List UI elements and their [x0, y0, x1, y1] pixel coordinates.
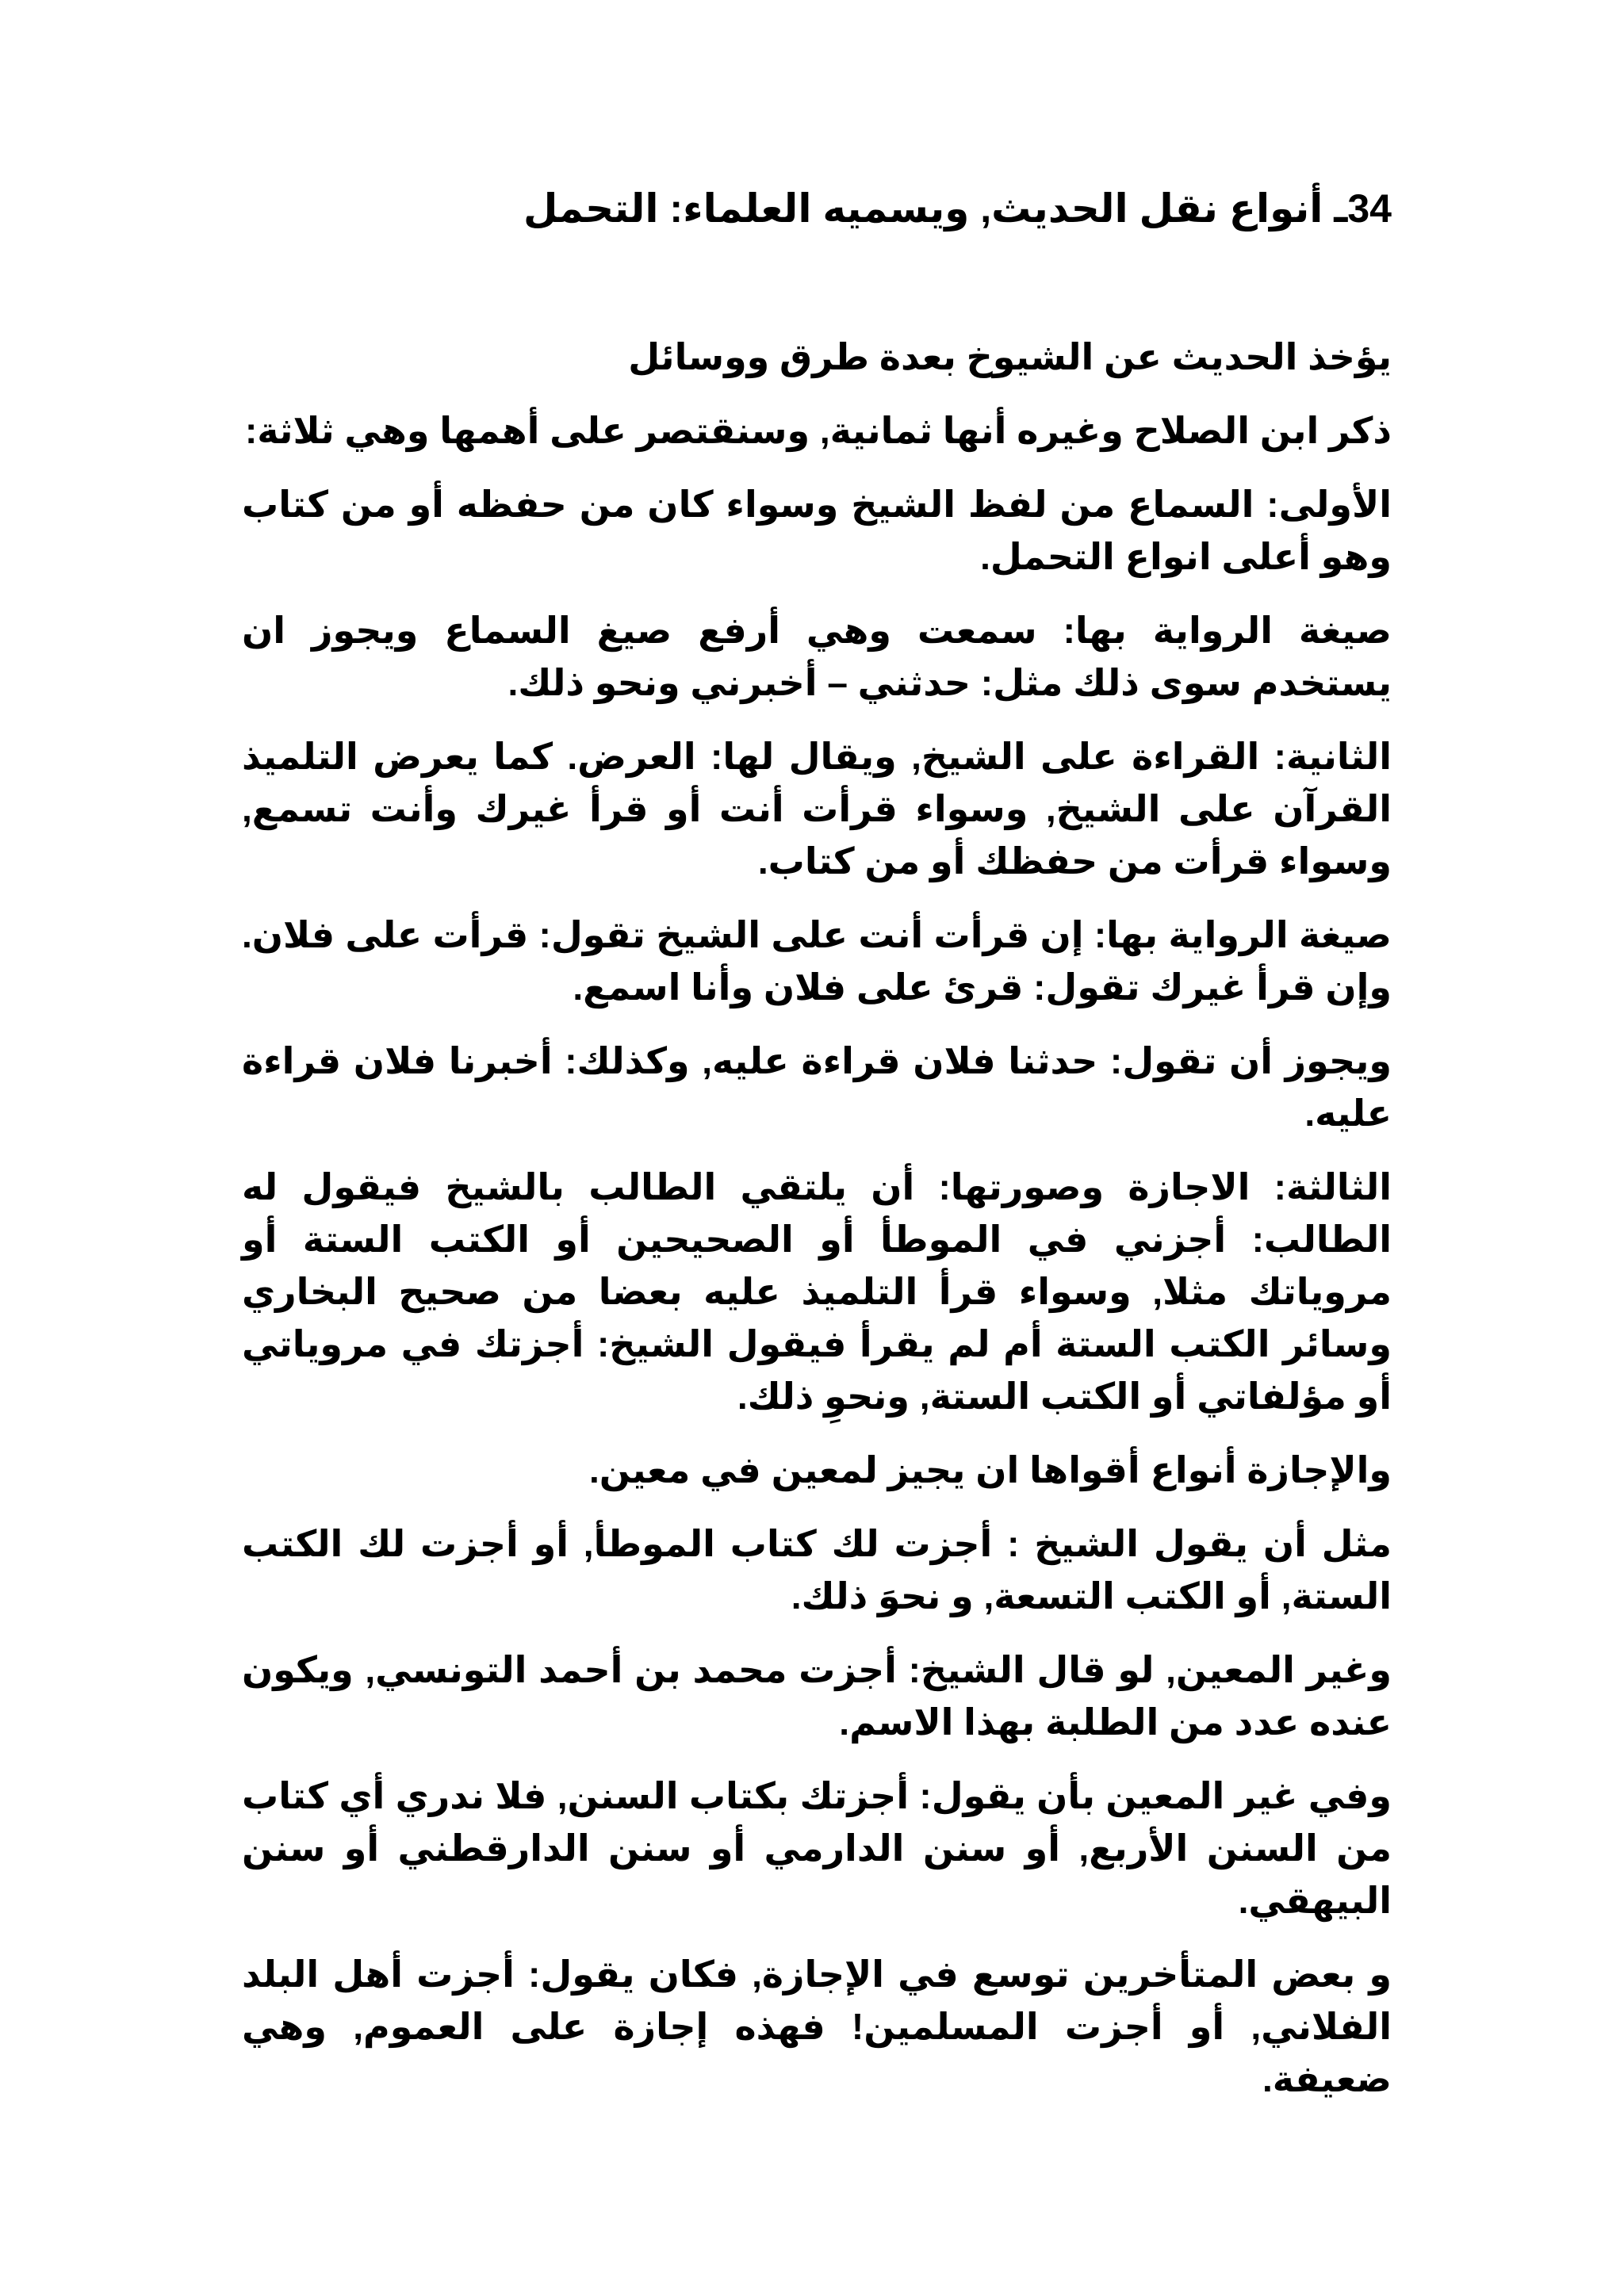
paragraph-first-method: الأولى: السماع من لفظ الشيخ وسواء كان من حفظه أو من كتاب وهو أعلى انواع التحمل.: [242, 483, 1392, 577]
paragraph-second-formula: صيغة الرواية بها: إن قرأت أنت على الشيخ تقول: قرأت على فلان. وإن قرأ غيرك تقول: قرئ على فلان وأنا اسمع.: [242, 913, 1392, 1008]
paragraph-second-allowed: ويجوز أن تقول: حدثنا فلان قراءة عليه, وكذلك: أخبرنا فلان قراءة عليه.: [242, 1039, 1392, 1134]
paragraph-second-method: الثانية: القراءة على الشيخ, ويقال لها: العرض. كما يعرض التلميذ القرآن على الشيخ, وسواء قرأت أنت أو قرأ غيرك وأنت تسمع, وسواء قرأت من حفظك أو من كتاب.: [242, 735, 1392, 882]
paragraph-ibn-salah: ذكر ابن الصلاح وغيره أنها ثمانية, وسنقتصر على أهمها وهي ثلاثة:: [244, 409, 1392, 451]
paragraph-first-formula: صيغة الرواية بها: سمعت وهي أرفع صيغ السماع ويجوز ان يستخدم سوى ذلك مثل: حدثني – أخبرني ونحو ذلك.: [242, 609, 1392, 703]
paragraph-ijaza-types: والإجازة أنواع أقواها ان يجيز لمعين في معين.: [588, 1448, 1392, 1490]
paragraph-non-specific-person: وغير المعين, لو قال الشيخ: أجزت محمد بن أحمد التونسي, ويكون عنده عدد من الطلبة بهذا الاسم.: [242, 1648, 1392, 1743]
paragraph-third-method: الثالثة: الاجازة وصورتها: أن يلتقي الطالب بالشيخ فيقول له الطالب: أجزني في الموطأ أو الصحيحين أو الكتب الستة أو مروياتك مثلا, وسواء قرأ التلميذ عليه بعضا من صحيح البخاري وسائر الكتب الستة أم لم يقرأ فيقول الشيخ: أجزتك في مروياتي أو مؤلفاتي أو الكتب الستة, ونحوِ ذلك.: [242, 1165, 1392, 1417]
paragraph-non-specific-book: وفي غير المعين بأن يقول: أجزتك بكتاب السنن, فلا ندري أي كتاب من السنن الأربع, أو سنن الدارمي أو سنن الدارقطني أو سنن البيهقي.: [242, 1774, 1392, 1921]
document-body: [242, 184, 1392, 2126]
paragraph-ijaza-example: مثل أن يقول الشيخ : أجزت لك كتاب الموطأ, أو أجزت لك الكتب الستة, أو الكتب التسعة, و نحوَ ذلك.: [242, 1522, 1392, 1617]
paragraph-general-ijaza: و بعض المتأخرين توسع في الإجازة, فكان يقول: أجزت أهل البلد الفلاني, أو أجزت المسلمين! فهذه إجازة على العموم, وهي ضعيفة.: [242, 1953, 1392, 2099]
paragraph-intro: يؤخذ الحديث عن الشيوخ بعدة طرق ووسائل: [628, 335, 1392, 377]
section-title: 34ـ أنواع نقل الحديث, ويسميه العلماء: التحمل: [523, 186, 1392, 231]
